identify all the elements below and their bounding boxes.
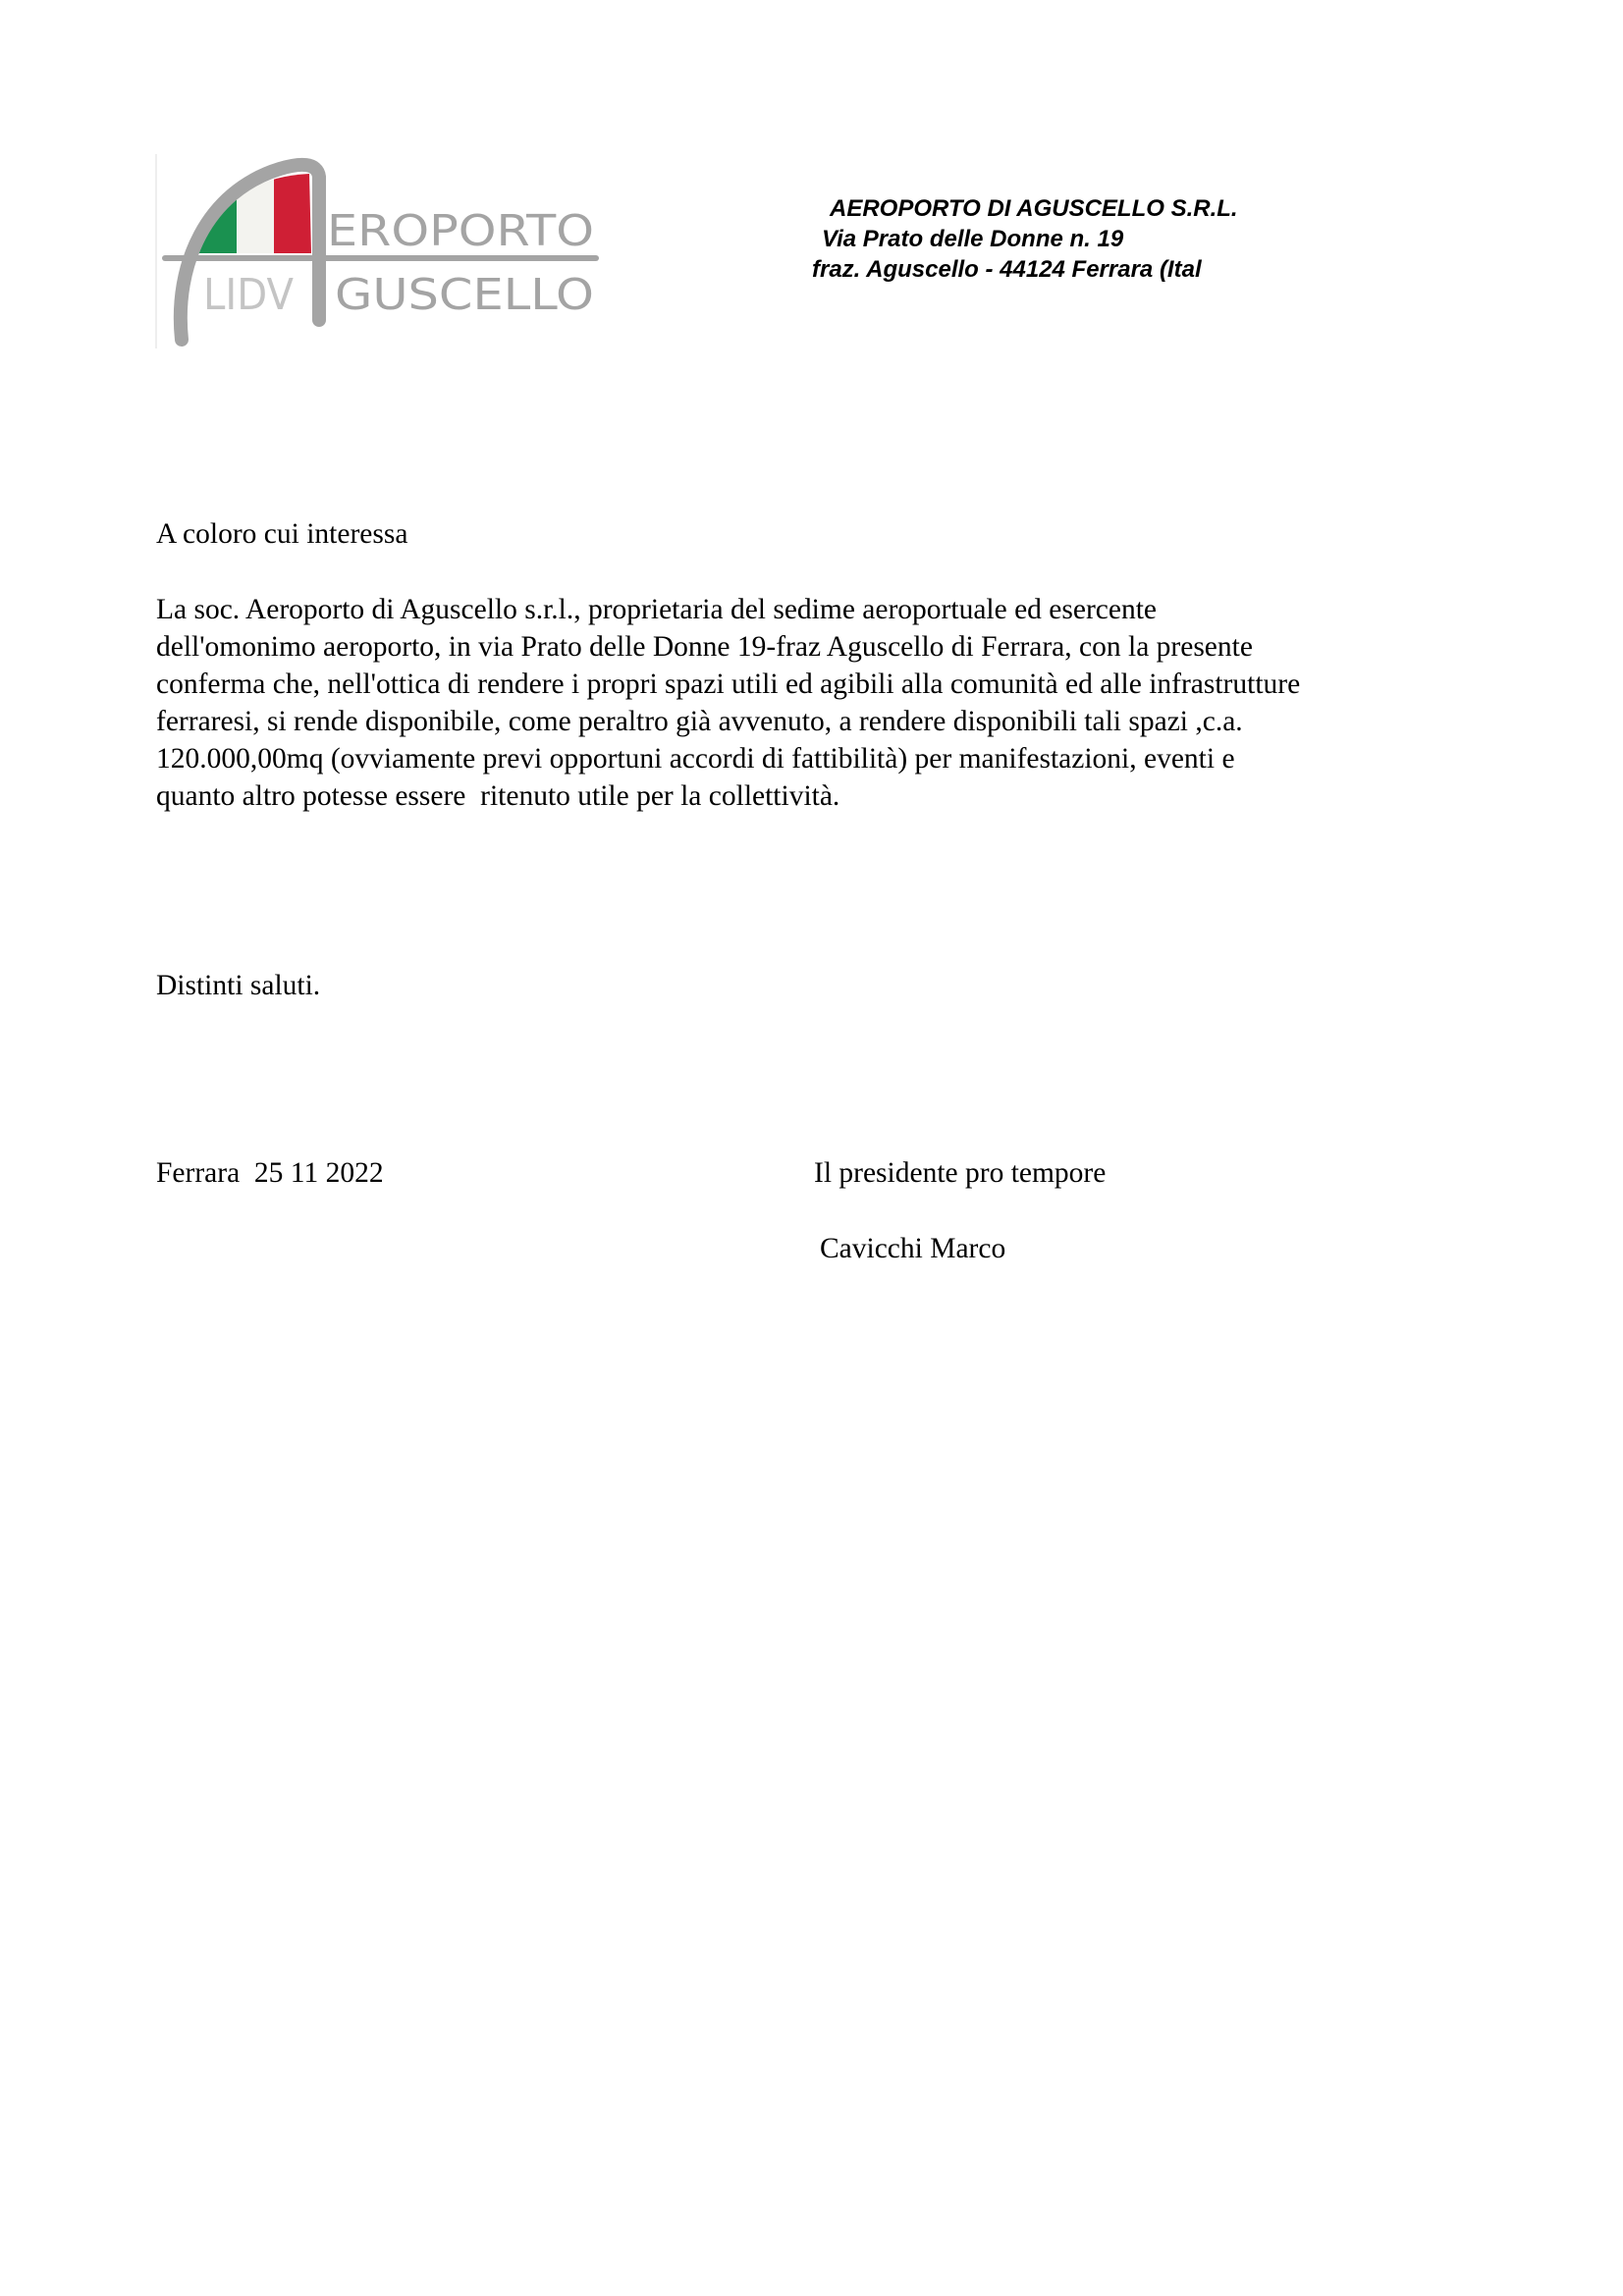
company-address: Via Prato delle Donne n. 19: [822, 226, 1124, 252]
signatory-name: Cavicchi Marco: [820, 1233, 1006, 1264]
closing: Distinti saluti.: [156, 970, 321, 1001]
body-line: conferma che, nell'ottica di rendere i propri spazi utili ed agibili alla comunità ed alle infrastrutture: [156, 668, 1301, 700]
company-locality: fraz. Aguscello - 44124 Ferrara (Ital: [812, 256, 1202, 283]
body-line: ferraresi, si rende disponibile, come peraltro già avvenuto, a rendere disponibili tali spazi ,c.a.: [156, 706, 1243, 737]
salutation: A coloro cui interessa: [156, 518, 408, 550]
logo-word-lidv: LIDV: [203, 270, 294, 320]
body-line: La soc. Aeroporto di Aguscello s.r.l., proprietaria del sedime aeroportuale ed esercente: [156, 594, 1158, 625]
flag-red-stripe: [274, 167, 311, 255]
aeroporto-aguscello-logo: [152, 147, 614, 358]
body-paragraph: [156, 591, 1462, 815]
logo-word-eroporto: EROPORTO: [327, 206, 594, 256]
signatory-title: Il presidente pro tempore: [814, 1157, 1107, 1189]
body-line: quanto altro potesse essere ritenuto utile per la collettività.: [156, 780, 840, 812]
body-line: dell'omonimo aeroporto, in via Prato delle Donne 19-fraz Aguscello di Ferrara, con la presente: [156, 631, 1253, 663]
logo-word-guscello: GUSCELLO: [335, 270, 594, 320]
body-line: 120.000,00mq (ovviamente previ opportuni accordi di fattibilità) per manifestazioni, eventi e: [156, 743, 1235, 774]
company-name: AEROPORTO DI AGUSCELLO S.R.L.: [830, 195, 1238, 222]
place-date: Ferrara 25 11 2022: [156, 1157, 384, 1189]
